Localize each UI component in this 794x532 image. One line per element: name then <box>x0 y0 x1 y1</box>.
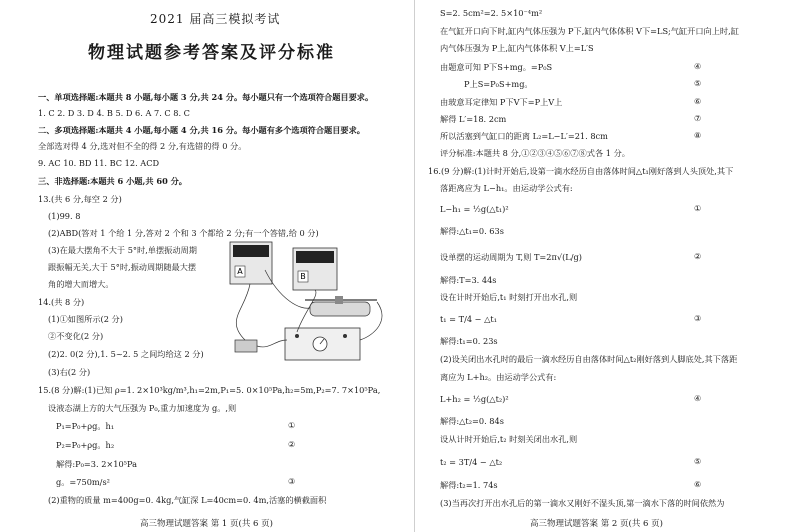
equation: 解得:△t₂=0. 84s <box>440 416 504 426</box>
rheostat <box>310 302 370 316</box>
answer-line: 14.(共 8 分) <box>38 297 85 307</box>
equation: 解得:T=3. 44s <box>440 275 497 285</box>
answer-line: 落距离应为 L−h₁。由运动学公式有: <box>440 183 573 193</box>
equation: 由题意可知 P下S+mg。=P₀S <box>440 62 553 72</box>
equation: 解得:P₀=3. 2×10⁵Pa <box>56 459 137 469</box>
equation: g。=750m/s² <box>56 477 110 487</box>
section-title: 三、非选择题:本题共 6 小题,共 60 分。 <box>38 176 187 186</box>
equation-number: ③ <box>694 314 702 323</box>
answer-line: 1. C 2. D 3. D 4. B 5. D 6. A 7. C 8. C <box>38 108 190 118</box>
answer-line: 离应为 L+h₂。由运动学公式有: <box>440 372 557 382</box>
answer-line: (1)99. 8 <box>48 211 81 221</box>
equation-number: ⑦ <box>694 114 702 123</box>
answer-line: (3)当再次打开出水孔后的第一滴水又刚好不湿头顶,第一滴水下落的时间依然为 <box>440 498 725 508</box>
equation: 设单摆的运动周期为 T,则 T=2π√(L/g) <box>440 252 582 262</box>
answer-line: 内气体压强为 P上,缸内气体体积 V上=L′S <box>440 43 594 53</box>
exam-title: 2021 届高三模拟考试 <box>150 12 281 26</box>
answer-line: 在气缸开口向下时,缸内气体压强为 P下,缸内气体体积 V下=LS;气缸开口向上时,缸 <box>440 26 739 36</box>
equation: 由玻意耳定律知 P下V下=P上V上 <box>440 97 563 107</box>
equation: P₂=P₀+ρg。h₂ <box>56 440 115 450</box>
section-title: 一、单项选择题:本题共 8 小题,每小题 3 分,共 24 分。每小题只有一个选项符合题目要求。 <box>38 92 374 102</box>
answer-line: 角的增大而增大。 <box>48 279 114 289</box>
page-footer: 高三物理试题答案 第 2 页(共 6 页) <box>530 519 663 529</box>
equation-number: ① <box>694 204 702 213</box>
meter-b-label: B <box>300 272 306 281</box>
equation: 所以活塞到气缸口的距离 L₂=L−L′=21. 8cm <box>440 131 608 141</box>
equation: L−h₁ = ½g(△t₁)² <box>440 204 509 214</box>
answer-line: S=2. 5cm²=2. 5×10⁻⁴m² <box>440 8 543 18</box>
answer-line: 设从计时开始后,t₂ 时刻关闭出水孔,则 <box>440 434 578 444</box>
equation: 解得:t₁=0. 23s <box>440 336 498 346</box>
answer-line: 15.(8 分)解:(1)已知 ρ=1. 2×10³kg/m³,h₁=2m,P₁=5. 0×10⁵Pa,h₂=5m,P₂=7. 7×10⁵Pa, <box>38 385 381 395</box>
answer-line: ②不变化(2 分) <box>48 331 104 341</box>
answer-line: (2)重物的质量 m=400g=0. 4kg,气缸深 L=40cm=0. 4m,活塞的横截面积 <box>48 495 327 505</box>
answer-page-2 <box>420 0 794 532</box>
equation-number: ⑧ <box>694 131 702 140</box>
answer-line: 13.(共 6 分,每空 2 分) <box>38 194 122 204</box>
answer-line: (2)2. 0(2 分),1. 5~2. 5 之间均给这 2 分) <box>48 349 204 359</box>
equation-number: ② <box>694 252 702 261</box>
answer-line: 设液态湖上方的大气压强为 P₀,重力加速度为 g。,则 <box>48 403 237 413</box>
equation-number: ② <box>288 440 296 449</box>
document-title: 物理试题参考答案及评分标准 <box>88 43 335 63</box>
page-divider <box>414 0 415 532</box>
page-footer: 高三物理试题答案 第 1 页(共 6 页) <box>140 519 273 529</box>
equation: t₂ = 3T/4 − △t₂ <box>440 457 503 467</box>
equation-number: ④ <box>694 394 702 403</box>
answer-line: 设在计时开始后,t₁ 时刻打开出水孔,则 <box>440 292 578 302</box>
equation: 解得 L′=18. 2cm <box>440 114 507 124</box>
section-title: 二、多项选择题:本题共 4 小题,每小题 4 分,共 16 分。每小题有多个选项符合题目要求。 <box>38 125 365 135</box>
equation-number: ⑤ <box>694 457 702 466</box>
equation: P上S=P₀S+mg。 <box>464 79 533 89</box>
equation: t₁ = T/4 − △t₁ <box>440 314 498 324</box>
equation-number: ⑥ <box>694 97 702 106</box>
answer-line: 9. AC 10. BD 11. BC 12. ACD <box>38 158 160 168</box>
equation-number: ① <box>288 421 296 430</box>
equation-number: ⑥ <box>694 480 702 489</box>
switch <box>235 340 257 352</box>
answer-line: (2)设关闭出水孔时的最后一滴水经历自由落体时间△t₂刚好落到人脚底处,其下落距 <box>440 354 738 364</box>
answer-line: 16.(9 分)解:(1)计时开始后,设第一滴水经历自由落体时间△t₁刚好落到人头顶处,其下 <box>428 166 734 176</box>
answer-line: (2)ABD(答对 1 个给 1 分,答对 2 个和 3 个都给 2 分;有一个答错,给 0 分) <box>48 228 319 238</box>
answer-line: 跟振幅无关,大于 5°时,振动周期随最大摆 <box>48 262 197 272</box>
equation-number: ③ <box>288 477 296 486</box>
scoring-note: 评分标准:本题共 8 分,①②③④⑤⑥⑦⑧式各 1 分。 <box>440 148 630 158</box>
apparatus-figure <box>205 240 405 370</box>
equation: P₁=P₀+ρg。h₁ <box>56 421 115 431</box>
equation: 解得:t₂=1. 74s <box>440 480 498 490</box>
equation-number: ④ <box>694 62 702 71</box>
answer-line: (3)在最大摆角不大于 5°时,单摆振动周期 <box>48 245 197 255</box>
meter-a-label: A <box>237 267 243 276</box>
equation-number: ⑤ <box>694 79 702 88</box>
answer-line: (1)①如图所示(2 分) <box>48 314 123 324</box>
answer-line: (3)右(2 分) <box>48 367 91 377</box>
equation: 解得:△t₁=0. 63s <box>440 226 504 236</box>
equation: L+h₂ = ½g(△t₂)² <box>440 394 509 404</box>
answer-line: 全部选对得 4 分,选对但不全的得 2 分,有选错的得 0 分。 <box>38 141 247 151</box>
